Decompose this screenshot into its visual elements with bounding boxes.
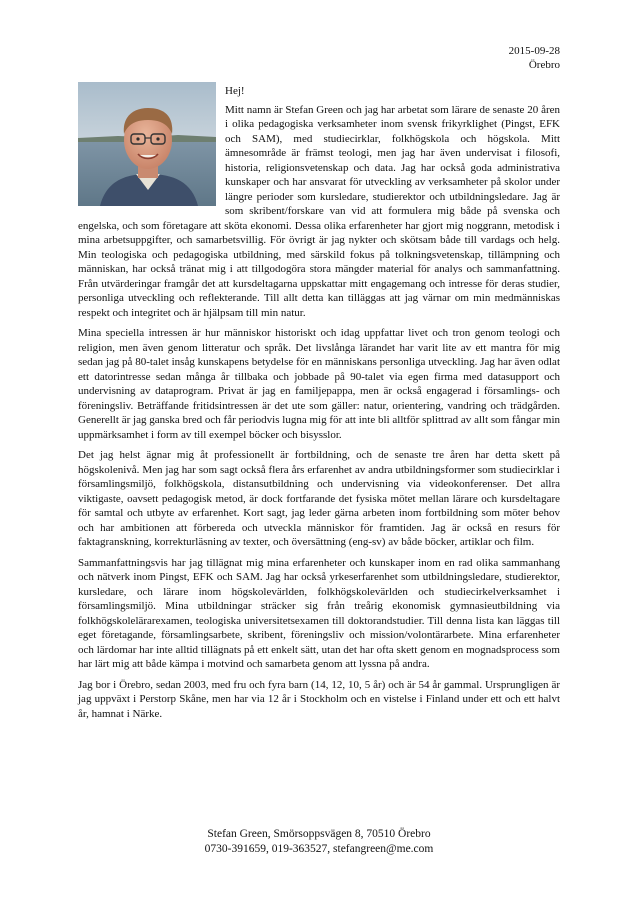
date-place-block xyxy=(509,44,560,72)
letter-body xyxy=(78,84,560,727)
photo-spacer xyxy=(78,84,225,206)
letter-place: Örebro xyxy=(528,59,560,71)
paragraph-intro: Mitt namn är Stefan Green och jag har arbetat som lärare de senaste 20 åren i olika pedagogiska verksamheter inom svensk frikyrklighet (Pingst, EFK och SAM), med studiecirklar, folkhögskola och högskola. Mitt ämnesområde är främst teologi, men jag har även undervisat i filosofi, historia, religionsvetenskap och data. Jag har också goda administrativa kunskaper och har ansvarat för utveckling av verksamheter på skolor under längre perioder som kursledare, studierektor och utbildningsledare. Jag är som skribent/forskare van vid att formulera mig både på svenska och engelska, och som företagare att sköta ekonomi. Dessa olika erfarenheter har gjort mig noggrann, metodisk i mina arbetsuppgifter, och samarbetsvillig. För övrigt är jag nykter och skötsam både till vardags och helg. Min teologiska och pedagogiska utbildning, med särskild fokus på tolkningsvetenskap, tillämpning och människan, har också tränat mig i att tillgodogöra stora mängder material för analys och sammanfattning. Från utvärderingar framgår det att kursdeltagarna uppskattar mitt engagemang och intresse för deras studier, personliga utveckling och reflekterande. Till allt detta kan tilläggas att jag värnar om min medmänniskas respekt och integritet och är hjälpsam till min natur. xyxy=(78,103,560,319)
paragraph-summary: Sammanfattningsvis har jag tillägnat mig mina erfarenheter och kunskaper inom en rad olika sammanhang och nätverk inom Pingst, EFK och SAM. Jag har också yrkeserfarenhet som utbildningsledare, studierektor, kursledare, och lärare inom högskolevärlden, folkhögskolevärlden och studiecirkelverksamhet i församlingsmiljö. Mina utbildningar sträcker sig från treårig ekonomisk gymnasieutbildning via folkhögskolelärarexamen, teologiska universitetsexamen till doktorandstudier. Till denna lista kan läggas till eget företagande, församlingsarbete, skribent, föreningsliv och mission/volontärarbete. Mina erfarenheter och lärdomar har inte alltid tillägnats på ett enkelt sätt, utan det har ofta skett genom en mognadsprocess som har lärt mig att både kämpa i motvind och samarbeta genom att lyssna på andra. xyxy=(78,556,560,670)
letter-date: 2015-09-28 xyxy=(508,45,560,57)
footer-name-address: Stefan Green, Smörsoppsvägen 8, 70510 Örebro xyxy=(207,828,431,840)
paragraph-personal: Jag bor i Örebro, sedan 2003, med fru och fyra barn (14, 12, 10, 5 år) och är 54 år gammal. Ursprungligen är jag uppväxt i Perstorp Skåne, men har via 12 år i Stockholm och en vistelse i Finland under ett och ett halvt år, hamnat i Närke. xyxy=(78,678,560,720)
paragraph-professional: Det jag helst ägnar mig åt professionellt är fortbildning, och de senaste tre åren har detta skett på högskolenivå. Men jag har som sagt också flera års erfarenhet av andra utbildningsformer som studiecirklar i församlingsmiljö, folkhögskola, distansutbildning och undervisning via videokonferenser. Det allra viktigaste, oavsett pedagogisk metod, är dock fortfarande det fysiska mötet mellan lärare och kursdeltagare för samtal och utbyte av erfarenhet. Kort sagt, jag leder gärna arbeten inom fortbildning som möter behov och har ambitionen att förbereda och utveckla människor för framtiden. Jag är också en resurs för faktagranskning, korrekturläsning av texter, och översättning (eng-sv) av både böcker, artiklar och film. xyxy=(78,449,560,548)
footer-contact xyxy=(0,827,638,857)
greeting: Hej! xyxy=(225,85,245,97)
footer-phone-email: 0730-391659, 019-363527, stefangreen@me.com xyxy=(204,843,434,855)
paragraph-interests: Mina speciella intressen är hur människor historiskt och idag uppfattar livet och tron genom teologi och religion, men även genom litteratur och språk. Det livslånga lärandet har varit lite av ett mantra för mig sedan jag på 80-talet insåg kunskapens betydelse för en människans personliga utveckling. Jag har även odlat ett datorintresse sedan många år tillbaka och jobbade på 90-talet via egen firma med datasupport och undervisning av dataprogram. Privat är jag en familjepappa, men är också engagerad i församlings- och föreningsliv. Beträffande fritidsintressen är det ute som gäller: natur, orientering, vandring och trädgården. Generellt är jag ganska bred och får periodvis lugna mig för att inte bli alltför splittrad av allt som fångar min uppmärksamhet i form av till exempel böcker och bisysslor. xyxy=(78,327,560,441)
